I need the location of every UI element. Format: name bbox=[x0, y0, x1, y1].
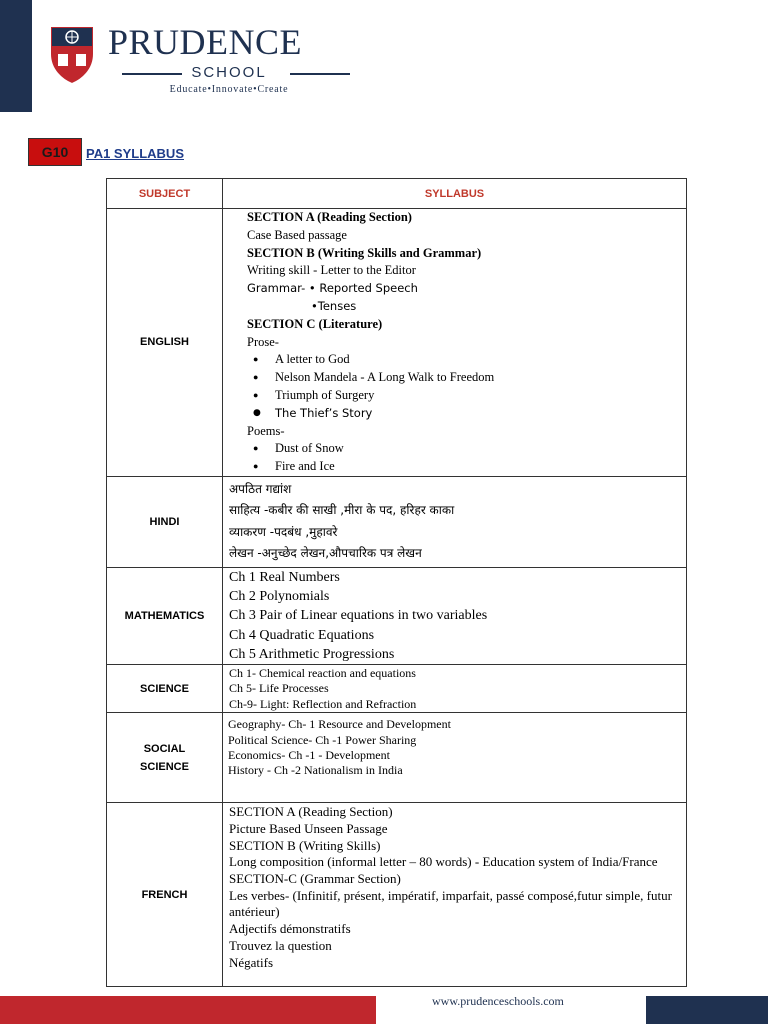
brand-tagline: Educate•Innovate•Create bbox=[169, 84, 289, 95]
syllabus-science bbox=[223, 664, 687, 712]
list-item: SECTION A (Reading Section) bbox=[229, 804, 393, 820]
list-item: अपठित गद्यांश bbox=[229, 481, 292, 496]
list-item: Ch 1- Chemical reaction and equations bbox=[229, 665, 416, 680]
syllabus-title: PA1 SYLLABUS bbox=[86, 146, 184, 161]
subject-social-line2: SCIENCE bbox=[140, 760, 189, 773]
list-item: •Tenses bbox=[311, 298, 357, 313]
table-row-english bbox=[107, 209, 687, 477]
grade-badge: G10 bbox=[28, 138, 82, 166]
list-item: Trouvez la question bbox=[229, 937, 332, 953]
subject-social-science bbox=[107, 713, 223, 803]
subject-social-line1: SOCIAL bbox=[143, 742, 186, 755]
list-item: Ch 1 Real Numbers bbox=[229, 569, 340, 585]
list-item: Ch-9- Light: Reflection and Refraction bbox=[229, 696, 417, 711]
list-item: SECTION B (Writing Skills and Grammar) bbox=[247, 245, 482, 260]
list-item: SECTION A (Reading Section) bbox=[247, 210, 412, 224]
subject-french: FRENCH bbox=[107, 803, 223, 987]
footer-red-bar bbox=[0, 996, 376, 1024]
list-item: लेखन -अनुच्छेद लेखन,औपचारिक पत्र लेखन bbox=[229, 546, 422, 561]
subject-mathematics: MATHEMATICS bbox=[107, 567, 223, 664]
website-link[interactable]: www.prudenceschools.com bbox=[432, 994, 564, 1008]
list-item: History - Ch -2 Nationalism in India bbox=[228, 763, 403, 778]
list-item: Ch 5- Life Processes bbox=[229, 681, 329, 696]
table-row-hindi bbox=[107, 476, 687, 567]
subject-header: SUBJECT bbox=[107, 179, 223, 209]
syllabus-social-science bbox=[223, 713, 687, 803]
table-row-french bbox=[107, 803, 687, 987]
syllabus-table bbox=[106, 178, 687, 987]
list-item: Ch 5 Arithmetic Progressions bbox=[229, 646, 395, 662]
list-item: ● A letter to God bbox=[247, 351, 686, 369]
table-row-mathematics bbox=[107, 567, 687, 664]
footer-navy-bar bbox=[646, 996, 768, 1024]
brand-sub: SCHOOL bbox=[191, 64, 267, 81]
list-item: Case Based passage bbox=[247, 227, 347, 242]
list-item: ● Dust of Snow bbox=[247, 440, 686, 458]
list-item: Négatifs bbox=[229, 954, 274, 970]
school-logo bbox=[48, 24, 308, 96]
table-header-row bbox=[107, 179, 687, 209]
subject-english: ENGLISH bbox=[107, 209, 223, 477]
list-item: Poems- bbox=[247, 423, 285, 438]
list-item: Ch 2 Polynomials bbox=[229, 589, 330, 605]
syllabus-header: SYLLABUS bbox=[223, 179, 687, 209]
list-item: SECTION-C (Grammar Section) bbox=[229, 871, 401, 886]
syllabus-french bbox=[223, 803, 687, 987]
list-item: Political Science- Ch -1 Power Sharing bbox=[228, 732, 417, 747]
list-item: Geography- Ch- 1 Resource and Development bbox=[228, 717, 451, 732]
list-item: Ch 3 Pair of Linear equations in two variables bbox=[229, 608, 488, 624]
list-item: Ch 4 Quadratic Equations bbox=[229, 627, 375, 643]
shield-crest-icon bbox=[48, 24, 96, 86]
list-item: Adjectifs démonstratifs bbox=[229, 921, 351, 937]
list-item: साहित्य -कबीर की साखी ,मीरा के पद, हरिहर काका bbox=[229, 503, 455, 518]
list-item: Prose- bbox=[247, 334, 279, 349]
list-item: Economics- Ch -1 - Development bbox=[228, 748, 390, 762]
list-item: Writing skill - Letter to the Editor bbox=[247, 263, 416, 278]
list-item: Grammar- • Reported Speech bbox=[247, 281, 418, 296]
list-item: ● Triumph of Surgery bbox=[247, 387, 686, 405]
table-row-social-science bbox=[107, 713, 687, 803]
table-row-science bbox=[107, 664, 687, 712]
brand-name: PRUDENCE bbox=[108, 22, 303, 62]
list-item: SECTION C (Literature) bbox=[247, 316, 383, 331]
list-item: ● Nelson Mandela - A Long Walk to Freedom bbox=[247, 369, 686, 387]
list-item: व्याकरण -पदबंध ,मुहावरे bbox=[229, 524, 338, 539]
list-item: Picture Based Unseen Passage bbox=[229, 820, 388, 836]
list-item: Les verbes- (Infinitif, présent, impératif, imparfait, passé composé,futur simple, futur antérieur) bbox=[229, 887, 672, 920]
syllabus-hindi bbox=[223, 476, 687, 567]
syllabus-mathematics bbox=[223, 567, 687, 664]
top-accent-bar bbox=[0, 0, 32, 112]
brand-sub-wrap bbox=[108, 64, 350, 82]
subject-science: SCIENCE bbox=[107, 664, 223, 712]
syllabus-english bbox=[223, 209, 687, 477]
list-item: SECTION B (Writing Skills) bbox=[229, 837, 381, 853]
list-item: Long composition (informal letter – 80 words) - Education system of India/France bbox=[229, 854, 658, 870]
list-item: ● The Thief’s Story bbox=[247, 405, 686, 423]
subject-hindi: HINDI bbox=[107, 476, 223, 567]
list-item: ● Fire and Ice bbox=[247, 458, 686, 476]
